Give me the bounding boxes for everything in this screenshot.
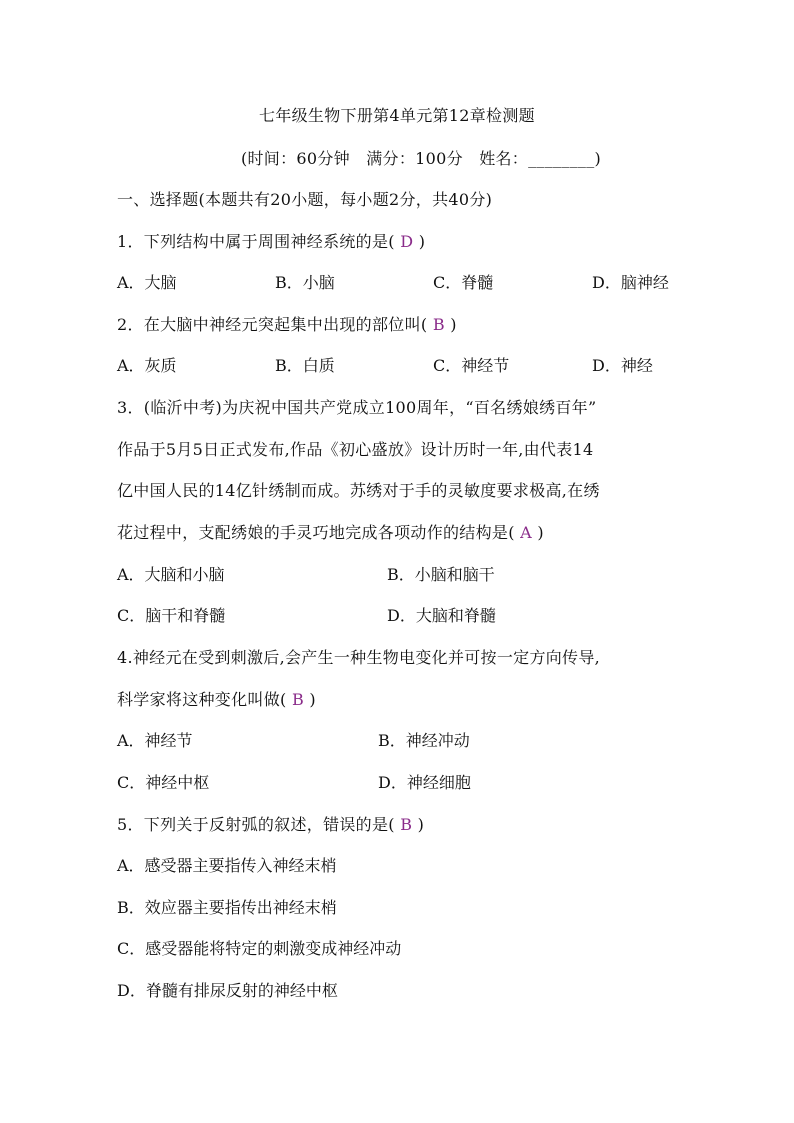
question-stem-text: 5．下列关于反射弧的叙述，错误的是( [117,815,395,834]
question-3-stem-line-4 [117,523,544,543]
question-3-stem-line-1: 3．(临沂中考)为庆祝中国共产党成立100周年，“百名绣娘绣百年” [117,398,597,417]
stem-tail: ) [450,315,457,334]
answer-mark: D [400,232,414,251]
stem-tail: ) [537,523,544,542]
option-d: D．神经 [592,356,653,375]
option-c: C．脊髓 [433,273,494,292]
question-stem-text: 花过程中，支配绣娘的手灵巧地完成各项动作的结构是( [117,523,515,542]
option-a: A．大脑 [117,273,177,292]
option-b: B．白质 [275,356,335,375]
option-c: C．脑干和脊髓 [117,606,226,625]
question-3-stem-line-2: 作品于5月5日正式发布,作品《初心盛放》设计历时一年,由代表14 [117,440,594,459]
option-d: D．神经细胞 [378,773,471,792]
option-b: B．神经冲动 [378,731,470,750]
answer-mark: B [400,815,413,834]
stem-tail: ) [418,232,426,251]
question-5-stem [117,815,424,835]
page-title: 七年级生物下册第4单元第12章检测题 [259,106,535,125]
question-stem-text: 1．下列结构中属于周围神经系统的是( [117,232,395,251]
option-c: C．神经节 [433,356,510,375]
option-d: D．脊髓有排尿反射的神经中枢 [117,981,338,1000]
question-4-stem-line-1: 4.神经元在受到刺激后,会产生一种生物电变化并可按一定方向传导, [117,648,601,667]
question-stem-text: 2．在大脑中神经元突起集中出现的部位叫( [117,315,428,334]
option-b: B．小脑和脑干 [387,565,495,584]
option-c: C．神经中枢 [117,773,210,792]
question-stem-text: 科学家将这种变化叫做( [117,690,287,709]
option-a: A．大脑和小脑 [117,565,225,584]
option-a: A．灰质 [117,356,177,375]
option-d: D．脑神经 [592,273,669,292]
answer-mark: B [291,690,304,709]
stem-tail: ) [309,690,316,709]
option-a: A．神经节 [117,731,193,750]
stem-tail: ) [417,815,425,834]
option-b: B．效应器主要指传出神经末梢 [117,898,337,917]
option-a: A．感受器主要指传入神经末梢 [117,856,337,875]
option-d: D．大脑和脊髓 [387,606,496,625]
page-subtitle: (时间：60分钟 满分：100分 姓名：________) [240,149,602,168]
question-4-stem-line-2 [117,690,316,710]
answer-mark: A [520,523,532,542]
question-1-stem [117,232,425,252]
option-c: C．感受器能将特定的刺激变成神经冲动 [117,939,402,958]
question-3-stem-line-3: 亿中国人民的14亿针绣制而成。苏绣对于手的灵敏度要求极高,在绣 [117,481,600,500]
answer-mark: B [432,315,445,334]
option-b: B．小脑 [275,273,335,292]
section-heading: 一、选择题(本题共有20小题，每小题2分，共40分) [117,190,493,209]
question-2-stem [117,315,457,335]
